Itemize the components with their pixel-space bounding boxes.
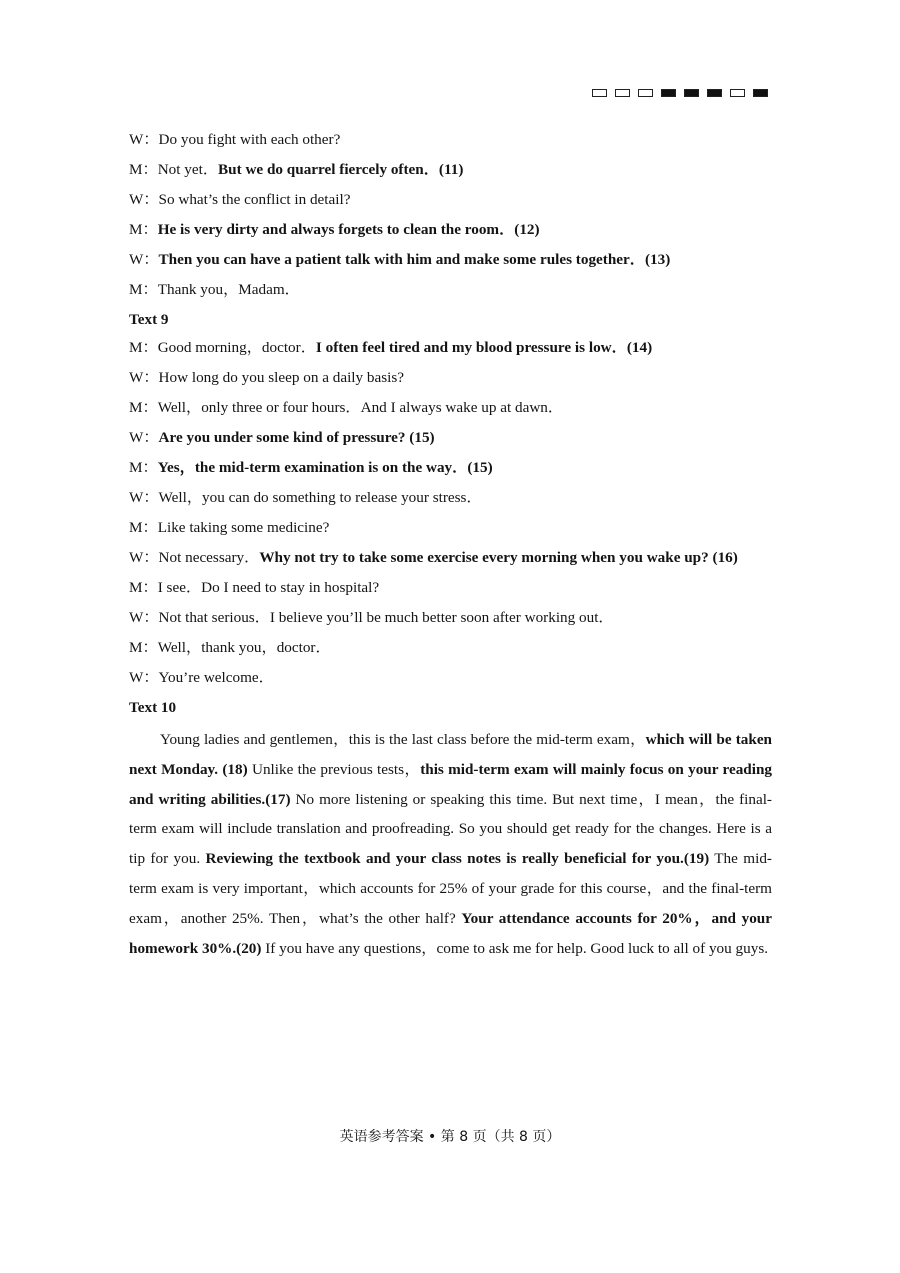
speaker-label: M： bbox=[129, 281, 158, 298]
dialogue-text: Not that serious．I believe you’ll be much better soon after working out． bbox=[158, 609, 614, 626]
dialogue-line bbox=[129, 547, 772, 577]
speaker-label: W： bbox=[129, 131, 159, 148]
page-marks bbox=[592, 89, 768, 97]
speaker-label: M： bbox=[129, 459, 158, 476]
answer-text: which will be taken next Monday. (18) bbox=[129, 731, 773, 778]
passage-text: If you have any questions，come to ask me for help. Good luck to all of you guys. bbox=[261, 939, 769, 957]
dialogue-line bbox=[129, 517, 772, 547]
dialogue-line bbox=[129, 667, 772, 697]
dialogue-line bbox=[129, 219, 772, 249]
speaker-label: M： bbox=[129, 579, 158, 596]
dialogue-text: You’re welcome． bbox=[158, 669, 274, 686]
dialogue-text: Do you fight with each other? bbox=[158, 131, 341, 148]
dialogue-line bbox=[129, 397, 772, 427]
page-mark-outline bbox=[730, 89, 745, 97]
dialogue-text: Well，only three or four hours．And I always wake up at dawn． bbox=[157, 399, 564, 416]
page-mark-outline bbox=[638, 89, 653, 97]
dialogue-section bbox=[129, 129, 772, 309]
page-mark-outline bbox=[615, 89, 630, 97]
speaker-label: W： bbox=[129, 191, 159, 208]
answer-text: Are you under some kind of pressure? (15) bbox=[158, 429, 435, 446]
dialogue-text: Good morning，doctor． bbox=[157, 339, 316, 356]
answer-text: But we do quarrel fiercely often．(11) bbox=[218, 161, 464, 178]
speaker-label: W： bbox=[129, 669, 159, 686]
answer-text: Then you can have a patient talk with him and make some rules together．(13) bbox=[158, 251, 671, 268]
dialogue-line bbox=[129, 457, 772, 487]
speaker-label: M： bbox=[129, 221, 158, 238]
speaker-label: M： bbox=[129, 639, 158, 656]
speaker-label: M： bbox=[129, 161, 158, 178]
dialogue-line bbox=[129, 129, 772, 159]
dialogue-text: Well，you can do something to release your stress． bbox=[158, 489, 482, 506]
text10-heading: Text 10 bbox=[129, 699, 177, 716]
dialogue-section-text9 bbox=[129, 337, 772, 697]
answer-text: Reviewing the textbook and your class notes is really beneficial for you.(19) bbox=[205, 850, 710, 868]
dialogue-line bbox=[129, 487, 772, 517]
passage-text: The mid-term exam is very important，which accounts for 25% of your grade for this course，and the final-term exam，another 25%. Then，what’s the other half? bbox=[129, 850, 772, 927]
dialogue-line bbox=[129, 279, 772, 309]
passage-text: Unlike the previous tests， bbox=[247, 760, 421, 778]
answer-text: Your attendance accounts for 20%，and your homework 30%.(20) bbox=[129, 909, 772, 957]
dialogue-line bbox=[129, 159, 772, 189]
page-mark-filled bbox=[684, 89, 699, 97]
answer-text: He is very dirty and always forgets to clean the room．(12) bbox=[157, 221, 540, 238]
speaker-label: W： bbox=[129, 549, 159, 566]
text10-paragraph bbox=[129, 725, 772, 963]
dialogue-text: How long do you sleep on a daily basis? bbox=[158, 369, 405, 386]
page-mark-filled bbox=[661, 89, 676, 97]
dialogue-line bbox=[129, 367, 772, 397]
dialogue-text: Thank you，Madam． bbox=[157, 281, 300, 298]
dialogue-text: I see．Do I need to stay in hospital? bbox=[157, 579, 380, 596]
dialogue-line bbox=[129, 337, 772, 367]
dialogue-text: Well，thank you，doctor． bbox=[157, 639, 331, 656]
speaker-label: W： bbox=[129, 489, 159, 506]
speaker-label: M： bbox=[129, 339, 158, 356]
dialogue-line bbox=[129, 637, 772, 667]
transcript bbox=[129, 129, 772, 963]
dialogue-line bbox=[129, 249, 772, 279]
dialogue-line bbox=[129, 607, 772, 637]
page-mark-outline bbox=[592, 89, 607, 97]
dialogue-line bbox=[129, 577, 772, 607]
speaker-label: M： bbox=[129, 399, 158, 416]
answer-text: Why not try to take some exercise every morning when you wake up? (16) bbox=[259, 549, 738, 566]
page-mark-filled bbox=[707, 89, 722, 97]
dialogue-text: Not yet． bbox=[157, 161, 219, 178]
answer-text: I often feel tired and my blood pressure is low．(14) bbox=[315, 339, 653, 356]
answer-text: this mid-term exam will mainly focus on your reading and writing abilities.(17) bbox=[129, 760, 772, 808]
speaker-label: W： bbox=[129, 251, 159, 268]
dialogue-line bbox=[129, 427, 772, 457]
dialogue-text: Not necessary． bbox=[158, 549, 260, 566]
dialogue-text: Like taking some medicine? bbox=[157, 519, 330, 536]
text9-heading: Text 9 bbox=[129, 311, 169, 328]
page-footer: 英语参考答案 • 第 8 页（共 8 页） bbox=[339, 1129, 561, 1145]
speaker-label: W： bbox=[129, 609, 159, 626]
speaker-label: M： bbox=[129, 519, 158, 536]
dialogue-text: So what’s the conflict in detail? bbox=[158, 191, 351, 208]
passage-text: No more listening or speaking this time. But next time，I mean，the final-term exam will include translation and proofreading. So you should get ready for the changes. Here is a tip for you. bbox=[129, 790, 772, 868]
speaker-label: W： bbox=[129, 429, 159, 446]
speaker-label: W： bbox=[129, 369, 159, 386]
page-mark-filled bbox=[753, 89, 768, 97]
dialogue-line bbox=[129, 189, 772, 219]
answer-text: Yes，the mid-term examination is on the way．(15) bbox=[157, 459, 493, 476]
passage-text: Young ladies and gentlemen，this is the last class before the mid-term exam， bbox=[160, 731, 646, 748]
